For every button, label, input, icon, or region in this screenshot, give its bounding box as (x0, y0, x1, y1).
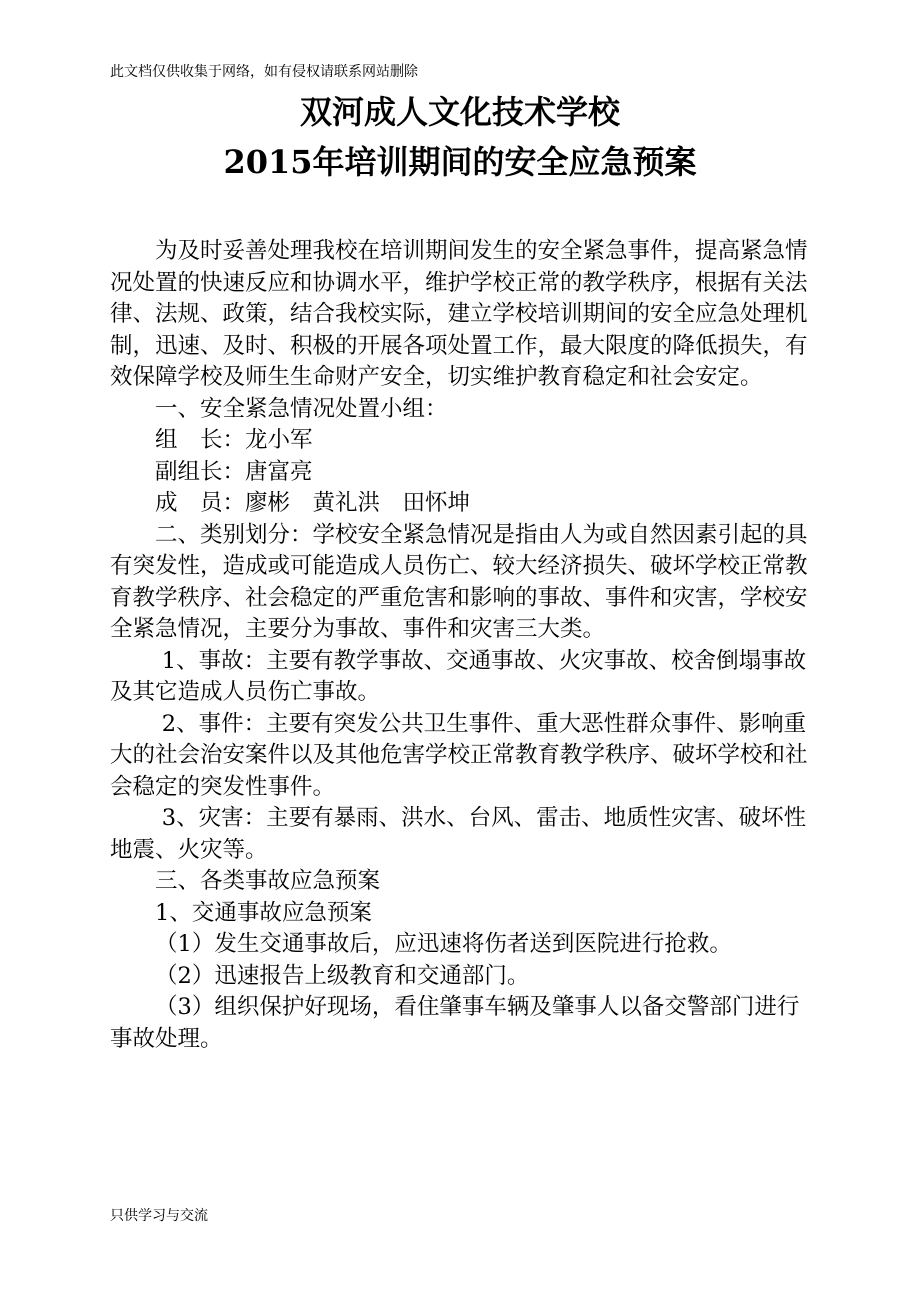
subsection-traffic: 1、交通事故应急预案 (155, 899, 372, 926)
section-heading-3: 三、各类事故应急预案 (155, 868, 381, 894)
header-note: 此文档仅供收集于网络，如有侵权请联系网站删除 (110, 64, 418, 80)
team-deputy-leader: 副组长：唐富亮 (155, 458, 313, 485)
document-title: 双河成人文化技术学校 (299, 93, 620, 131)
section-heading-1: 一、安全紧急情况处置小组： (155, 395, 448, 422)
document-body (110, 236, 810, 1055)
intro-paragraph: 为及时妥善处理我校在培训期间发生的安全紧急事件，提高紧急情况处置的快速反应和协调水平，维护学校正常的教学秩序，根据有关法律、法规、政策，结合我校实际，建立学校培训期间的安全应急处理机制，迅速、及时、积极的开展各项处置工作，最大限度的降低损失，有效保障学校及师生生命财产安全，切实维护教育稳定和社会安定。 (110, 238, 808, 390)
team-leader: 组 长：龙小军 (155, 427, 313, 453)
category-accidents: 1、事故：主要有教学事故、交通事故、火灾事故、校舍倒塌事故及其它造成人员伤亡事故。 (110, 647, 807, 705)
traffic-step-2: （2）迅速报告上级教育和交通部门。 (155, 962, 530, 989)
document-subtitle: 2015年培训期间的安全应急预案 (223, 143, 697, 181)
footer-note: 只供学习与交流 (110, 1208, 208, 1224)
team-members: 成 员：廖彬 黄礼洪 田怀坤 (155, 490, 471, 516)
category-incidents: 2、事件：主要有突发公共卫生事件、重大恶性群众事件、影响重大的社会治安案件以及其他危害学校正常教育教学秩序、破坏学校和社会稳定的突发性事件。 (110, 710, 808, 800)
traffic-step-3: （3）组织保护好现场，看住肇事车辆及肇事人以备交警部门进行事故处理。 (110, 994, 800, 1052)
traffic-step-1: （1）发生交通事故后，应迅速将伤者送到医院进行抢救。 (155, 931, 732, 957)
category-disasters: 3、灾害：主要有暴雨、洪水、台风、雷击、地质性灾害、破坏性地震、火灾等。 (110, 805, 807, 863)
section-classification: 二、类别划分：学校安全紧急情况是指由人为或自然因素引起的具有突发性，造成或可能造成人员伤亡、较大经济损失、破坏学校正常教育教学秩序、社会稳定的严重危害和影响的事故、事件和灾害，学校安全紧急情况，主要分为事故、事件和灾害三大类。 (110, 521, 808, 642)
